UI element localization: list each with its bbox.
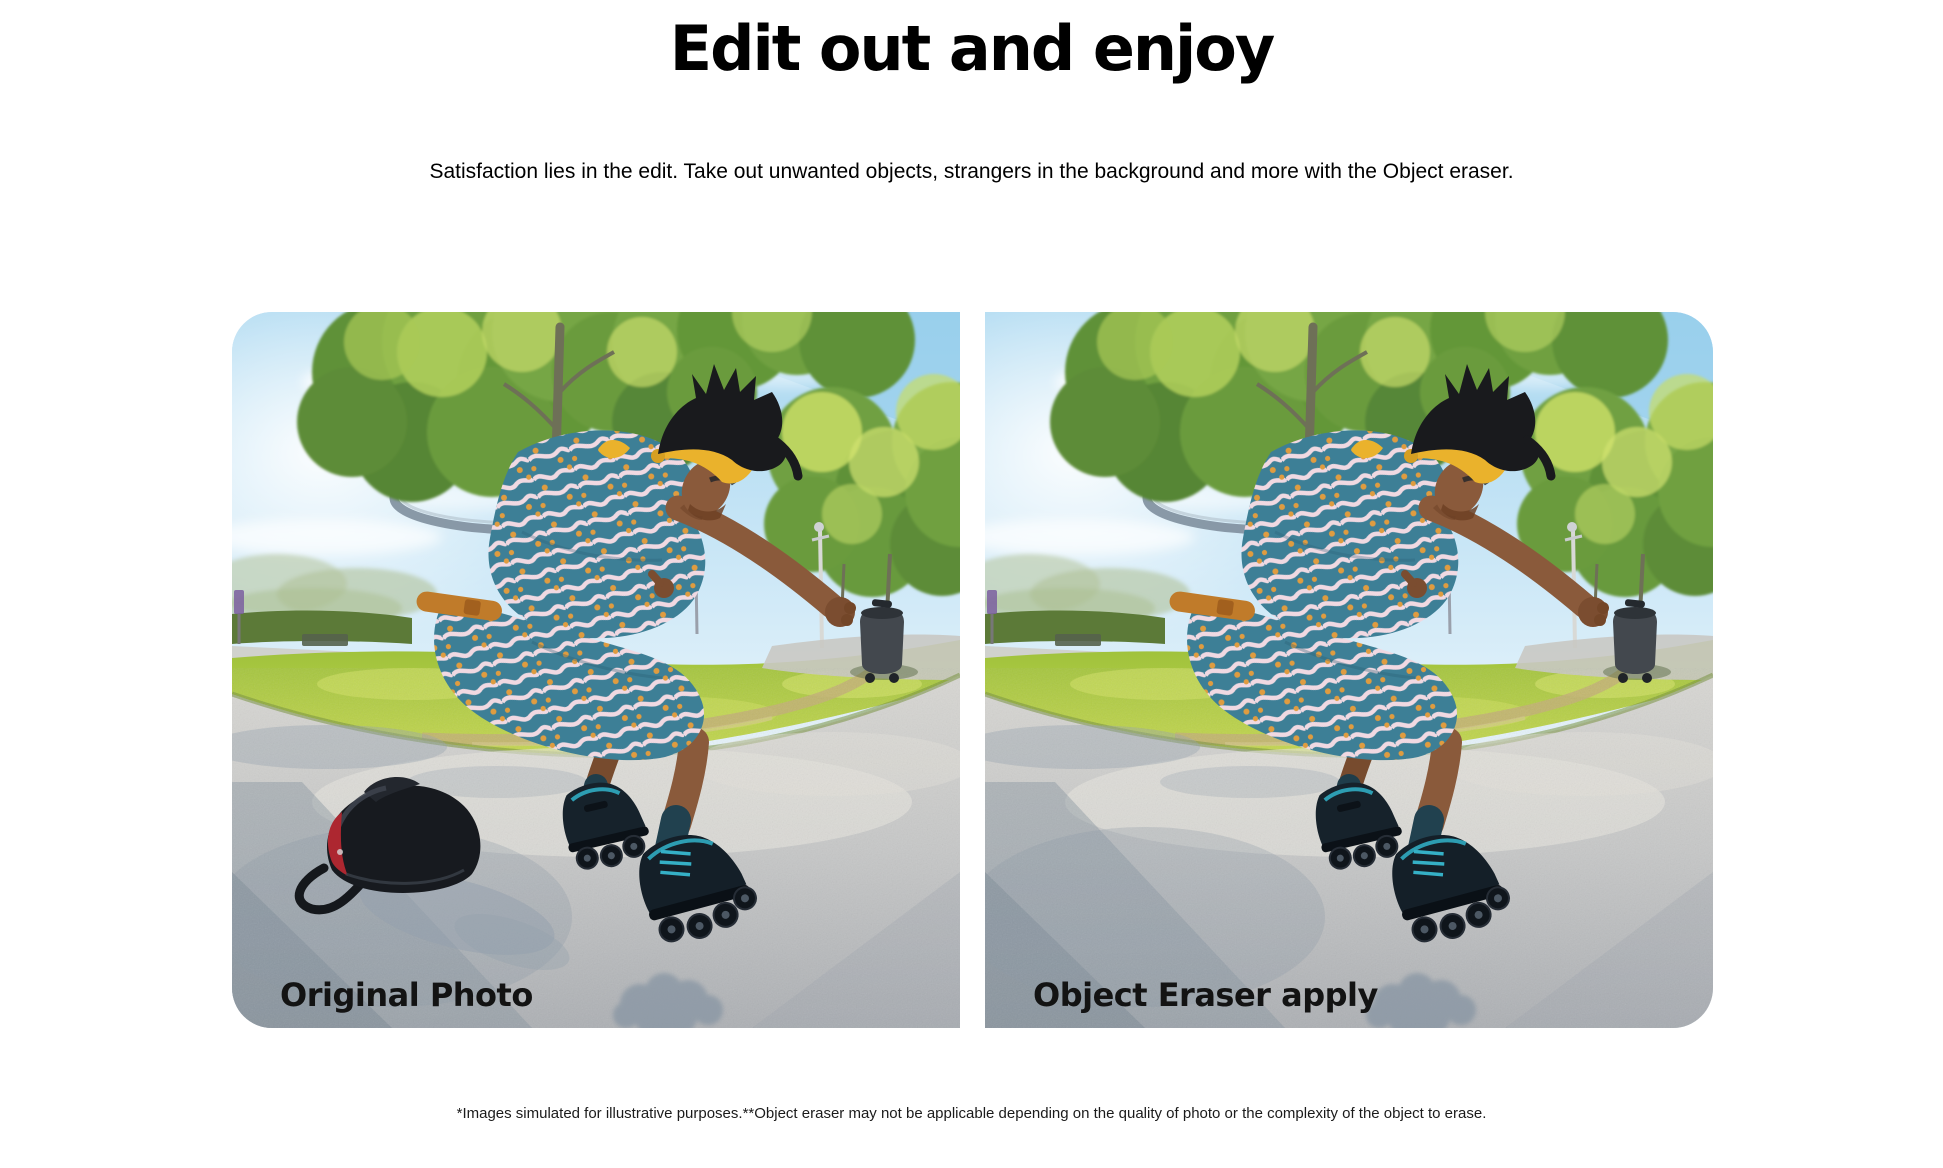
page-title: Edit out and enjoy [669, 12, 1274, 85]
object-eraser-photo-label: Object Eraser apply [1033, 976, 1378, 1014]
original-photo-image [232, 312, 960, 1028]
comparison-row [232, 312, 1713, 1028]
original-photo-label: Original Photo [280, 976, 533, 1014]
disclaimer: *Images simulated for illustrative purposes.**Object eraser may not be applicable depending on the quality of photo or the complexity of the object to erase. [456, 1105, 1487, 1122]
original-photo-card [232, 312, 960, 1028]
object-eraser-photo-image [985, 312, 1713, 1028]
page-subtitle: Satisfaction lies in the edit. Take out unwanted objects, strangers in the background and more with the Object eraser. [429, 160, 1514, 183]
object-eraser-photo-card [985, 312, 1713, 1028]
